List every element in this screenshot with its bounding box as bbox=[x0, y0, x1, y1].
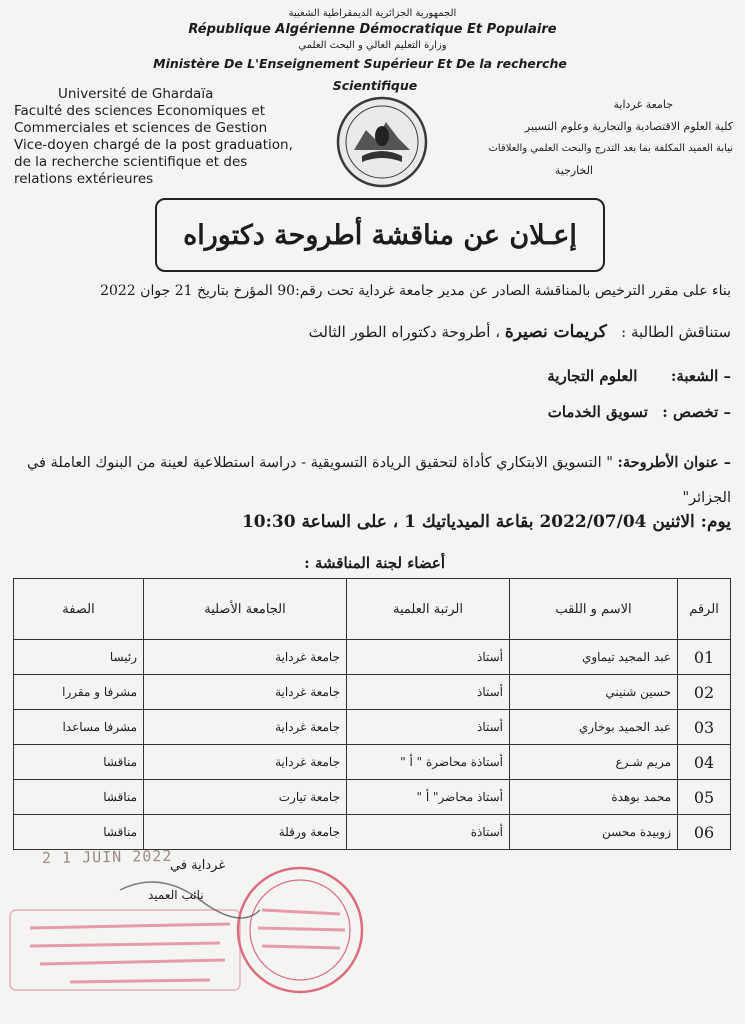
signatory-title: نائب العميد bbox=[148, 888, 204, 902]
header-fr-ministry: Ministère De L'Enseignement Supérieur Et De la recherche bbox=[153, 56, 567, 71]
date-stamp: 2 1 JUIN 2022 bbox=[41, 846, 173, 868]
table-row bbox=[14, 675, 731, 710]
thesis-line bbox=[16, 445, 731, 516]
cell-number: 01 bbox=[678, 640, 731, 675]
cell-name: عبد الحميد بوخاري bbox=[510, 710, 678, 745]
student-name: كريمات نصيرة bbox=[504, 322, 607, 342]
cell-rank: أستاذ محاضر" أ " bbox=[347, 780, 510, 815]
cell-rank: أستاذ bbox=[347, 710, 510, 745]
cell-rank: أستاذ bbox=[347, 640, 510, 675]
cell-university: جامعة ورقلة bbox=[144, 815, 347, 850]
cell-university: جامعة غرداية bbox=[144, 640, 347, 675]
official-stamp bbox=[0, 850, 380, 1024]
jury-table bbox=[13, 578, 731, 850]
table-row bbox=[14, 815, 731, 850]
table-row bbox=[14, 710, 731, 745]
table-row bbox=[14, 745, 731, 780]
cell-number: 02 bbox=[678, 675, 731, 710]
specialty-label: – تخصص : bbox=[662, 403, 731, 421]
cell-rank: أستاذة محاضرة " أ " bbox=[347, 745, 510, 780]
specialty-value: تسويق الخدمات bbox=[547, 403, 648, 421]
header-fr-republic: République Algérienne Démocratique Et Populaire bbox=[188, 22, 557, 37]
cell-university: جامعة تيارت bbox=[144, 780, 347, 815]
intro-text: بناء على مقرر الترخيص بالمناقشة الصادر عن مدير جامعة غرداية تحت رقم:90 المؤرخ بتاريخ 21 جوان 2022 bbox=[100, 283, 731, 299]
cell-number: 03 bbox=[678, 710, 731, 745]
cell-rank: أستاذ bbox=[347, 675, 510, 710]
branch-value: العلوم التجارية bbox=[547, 367, 638, 385]
header-cell-number: الرقم bbox=[678, 579, 731, 640]
table-header-row bbox=[14, 579, 731, 640]
header-ar-ministry: وزارة التعليم العالي و البحث العلمي bbox=[298, 40, 447, 51]
place-line: غرداية في bbox=[170, 858, 226, 873]
cell-role: رئيسا bbox=[14, 640, 144, 675]
cell-name: حسين شنيني bbox=[510, 675, 678, 710]
cell-rank: أستاذة bbox=[347, 815, 510, 850]
university-logo bbox=[336, 96, 428, 188]
header-left-block bbox=[14, 86, 304, 188]
cell-number: 06 bbox=[678, 815, 731, 850]
cell-name: محمد بوهدة bbox=[510, 780, 678, 815]
branch-line bbox=[547, 367, 731, 385]
defense-prefix: ستناقش الطالبة : bbox=[621, 323, 731, 341]
announcement-title: إعـلان عن مناقشة أطروحة دكتوراه bbox=[155, 198, 605, 272]
branch-label: – الشعبة: bbox=[670, 367, 731, 385]
cell-name: زوبيدة محسن bbox=[510, 815, 678, 850]
cell-university: جامعة غرداية bbox=[144, 675, 347, 710]
table-row bbox=[14, 780, 731, 815]
cell-role: مناقشا bbox=[14, 780, 144, 815]
defense-line bbox=[309, 322, 731, 342]
header-cell-role: الصفة bbox=[14, 579, 144, 640]
cell-role: مشرفا و مقررا bbox=[14, 675, 144, 710]
cell-role: مناقشا bbox=[14, 745, 144, 780]
header-ar-republic: الجمهورية الجزائرية الديمقراطية الشعبية bbox=[288, 8, 457, 19]
jury-heading: أعضاء لجنة المناقشة : bbox=[304, 554, 445, 572]
thesis-label: – عنوان الأطروحة: bbox=[617, 454, 731, 471]
cell-number: 05 bbox=[678, 780, 731, 815]
left-line: de la recherche scientifique et des bbox=[14, 154, 248, 170]
header-right-block bbox=[403, 94, 733, 182]
right-line: كلية العلوم الاقتصادية والتجارية وعلوم التسيير bbox=[524, 120, 733, 133]
cell-role: مناقشا bbox=[14, 815, 144, 850]
header-cell-rank: الرتبة العلمية bbox=[347, 579, 510, 640]
left-line: Commerciales et sciences de Gestion bbox=[14, 120, 268, 136]
right-line: الخارجية bbox=[554, 164, 593, 177]
left-line: Faculté des sciences Economiques et bbox=[14, 103, 266, 119]
left-line: Vice-doyen chargé de la post graduation, bbox=[14, 137, 293, 153]
header-cell-university: الجامعة الأصلية bbox=[144, 579, 347, 640]
defense-date: يوم: الاثنين 2022/07/04 بقاعة الميدياتيك 1 ، على الساعة 10:30 bbox=[241, 512, 731, 532]
cell-name: مريم شـرع bbox=[510, 745, 678, 780]
thesis-title: " التسويق الابتكاري كأداة لتحقيق الريادة التسويقية - دراسة استطلاعية لعينة من البنوك العاملة في الجزائر" bbox=[26, 455, 731, 506]
cell-role: مشرفا مساعدا bbox=[14, 710, 144, 745]
table-row bbox=[14, 640, 731, 675]
cell-number: 04 bbox=[678, 745, 731, 780]
cell-university: جامعة غرداية bbox=[144, 710, 347, 745]
defense-suffix: ، أطروحة دكتوراه الطور الثالث bbox=[308, 323, 501, 341]
cell-university: جامعة غرداية bbox=[144, 745, 347, 780]
cell-name: عبد المجيد تيماوي bbox=[510, 640, 678, 675]
right-line: نيابة العميد المكلفة بما بعد التدرج والبحث العلمي والعلاقات bbox=[488, 143, 733, 154]
specialty-line bbox=[548, 403, 731, 421]
left-line: relations extérieures bbox=[14, 171, 154, 187]
header-fr-ministry-2: Scientifique bbox=[332, 78, 418, 93]
header-cell-name: الاسم و اللقب bbox=[510, 579, 678, 640]
left-line: Université de Ghardaïa bbox=[58, 86, 214, 102]
right-line: جامعة غرداية bbox=[613, 98, 673, 111]
